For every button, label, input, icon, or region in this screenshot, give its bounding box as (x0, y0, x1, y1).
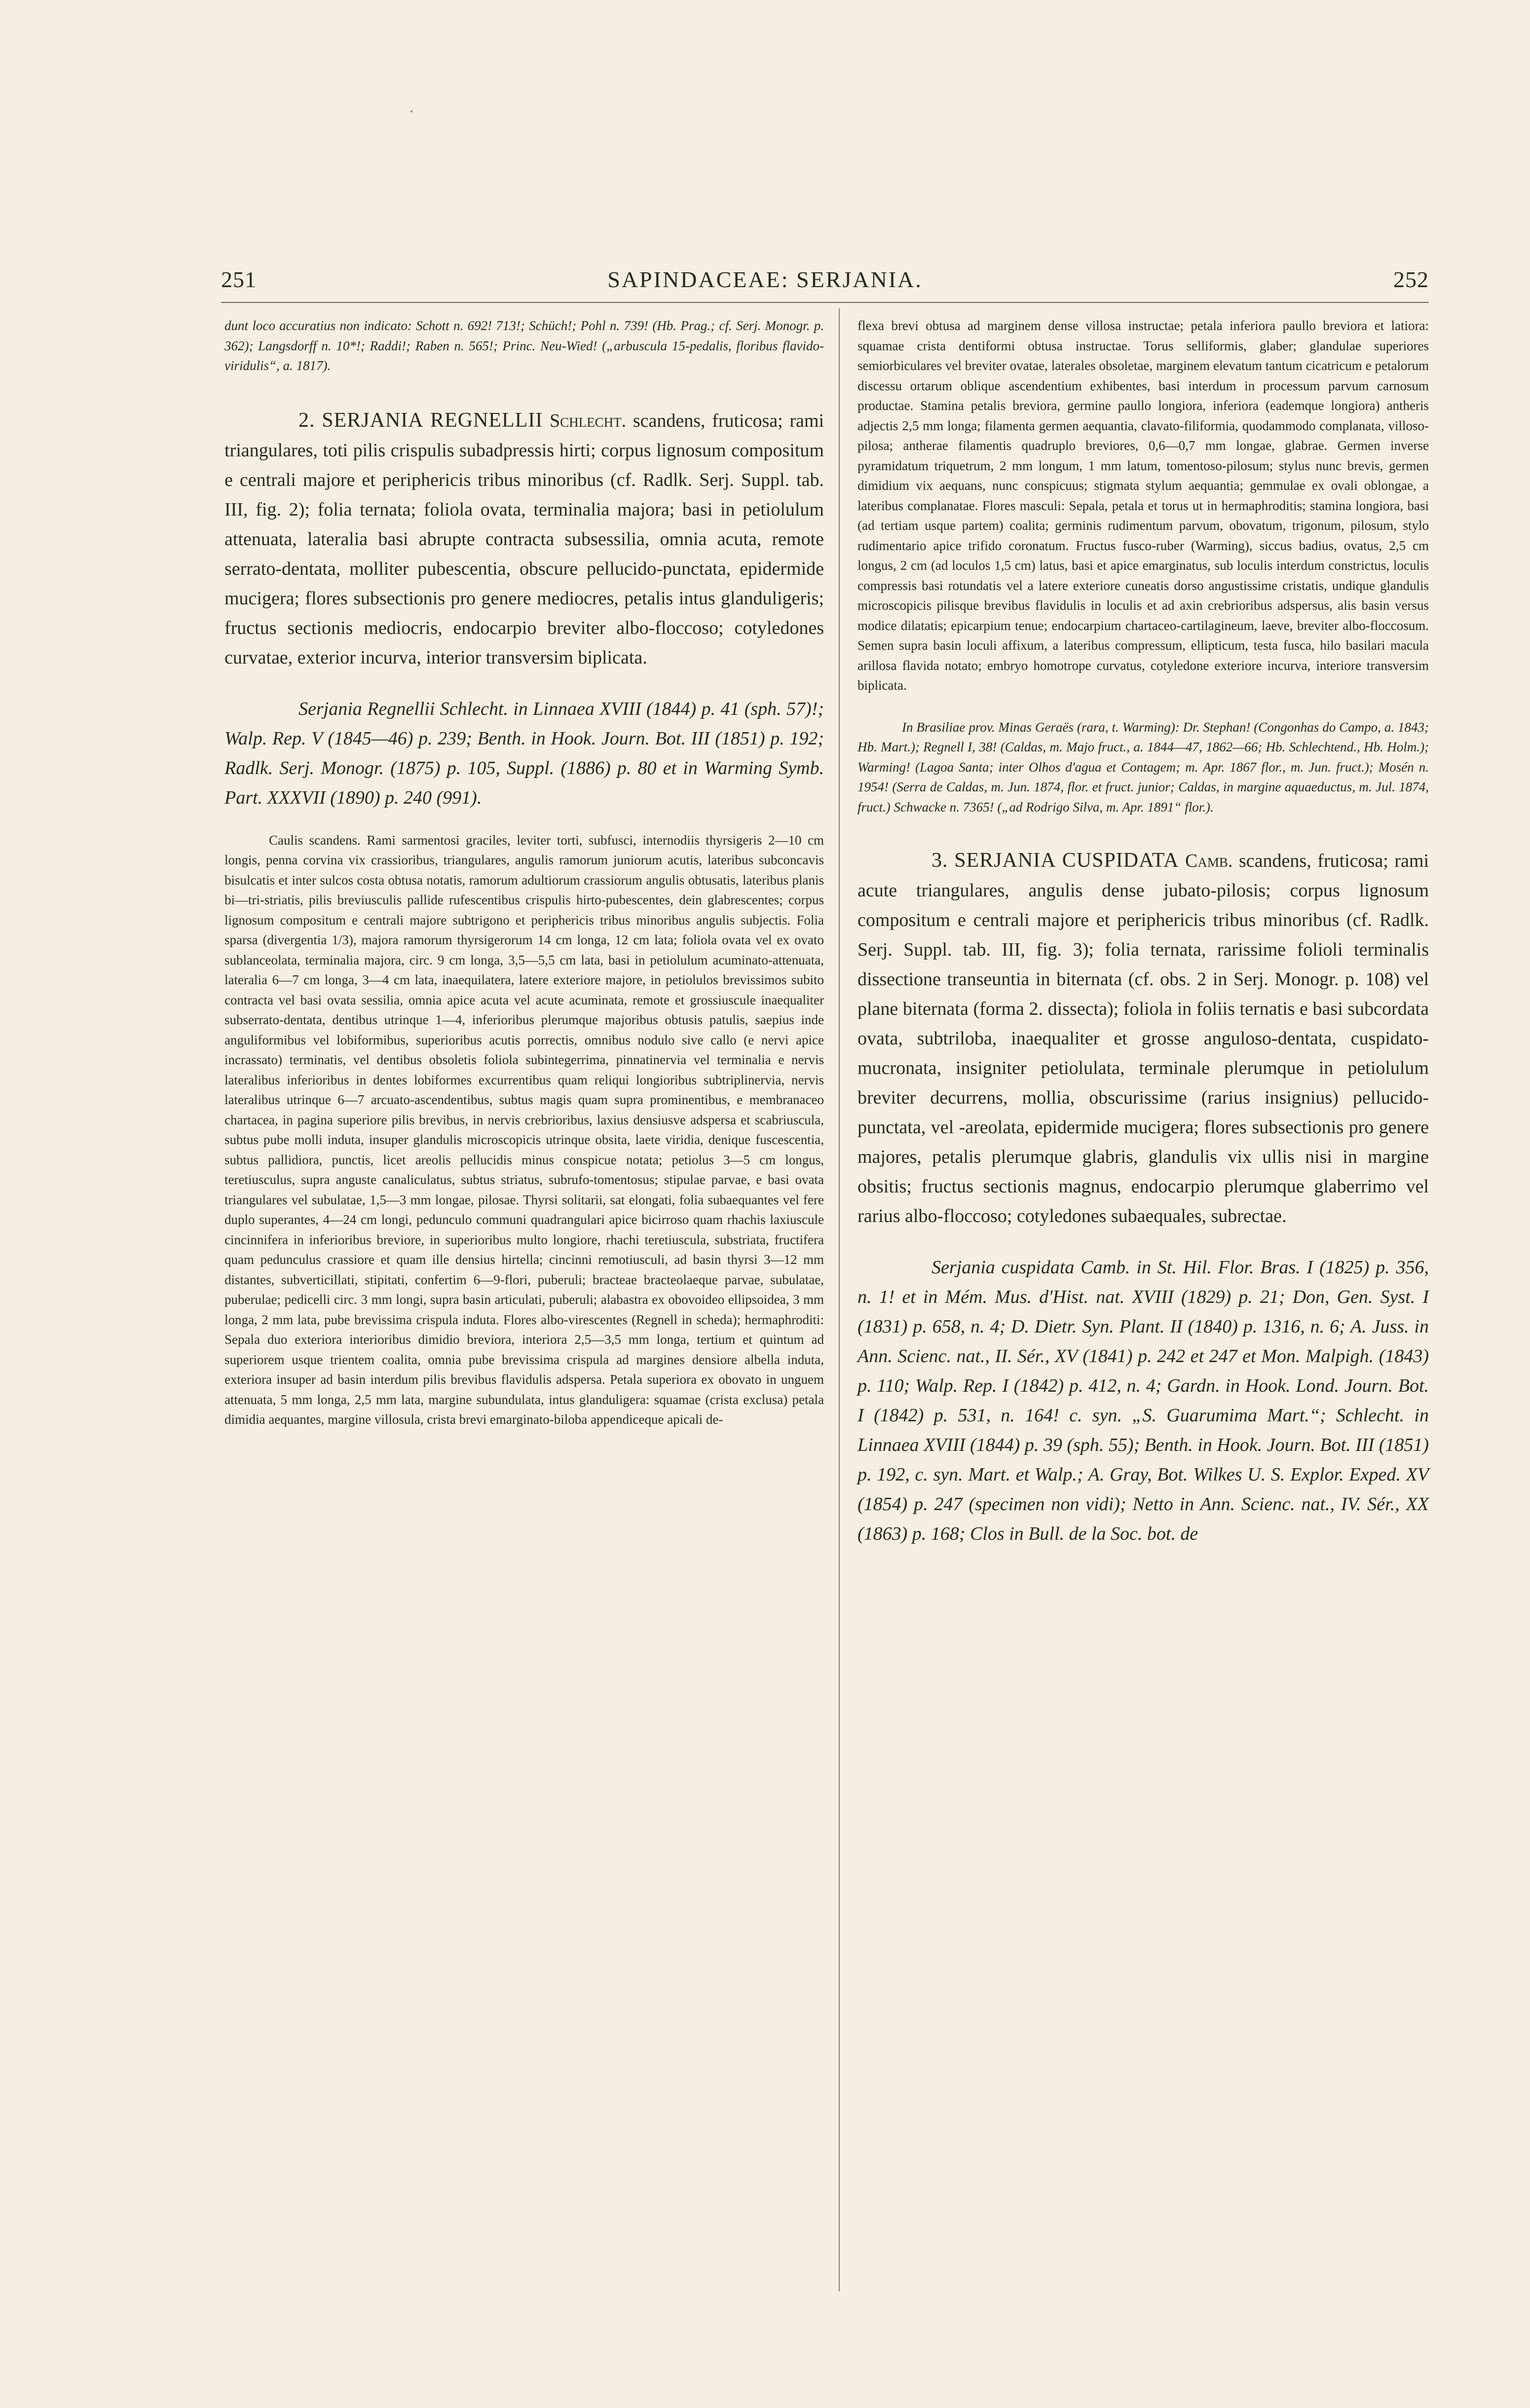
running-title: SAPINDACEAE: SERJANIA. (607, 267, 923, 292)
species-3-number: 3. (932, 849, 948, 872)
species-2-description: Caulis scandens. Rami sarmentosi graciles, leviter torti, subfusci, internodiis thyrsigeris 2—10 cm longis, penna corvina vix crassioribus, triangulares, angulis ramorum juniorum acutis, lateribus subconcavis bisulcatis et inter sulcos costa obtusa notatis, ramorum adultiorum crassiorum angulis obtusatis, lateribus planis bi—tri-striatis, pilis breviusculis pallide rufescentibus crispulis hirto-pubescentes, dein glabrescentes; corpus lignosum compositum e centrali majore subtrigono et periphericis tribus minoribus angulis subjectis. Folia sparsa (divergentia 1/3), majora ramorum thyrsigerorum 14 cm longa, 12 cm lata; foliola ovata vel ex ovato sublanceolata, terminalia majora, circ. 9 cm longa, 3,5—5,5 cm lata, basi in petiolulum acuminato-attenuata, lateralia 6—7 cm longa, 3—4 cm lata, inaequilatera, latere exteriore majore, in petiolulos brevissimos subito contracta vel basi ovata sessilia, omnia apice acuta vel acute acuminata, remote et grossiuscule inaequaliter subserrato-dentata, dentibus utrinque 1—4, inferioribus plerumque majoribus obtusis patulis, saepius inde anguliformibus vel lobiformibus, superioribus acutis porrectis, omnibus nodulo sive callo (e nervi apice incrassato) terminatis, vel dentibus obsoletis foliola subintegerrima, pinnatinervia vel terminalia e nervis lateralibus inferioribus in dentes lobiformes excurrentibus quam reliqui longioribus subtriplinervia, nervis lateralibus utrinque 6—7 arcuato-ascendentibus, subtus magis quam supra prominentibus, e membranaceo chartacea, in pagina superiore pilis brevibus, in nervis crebrioribus, laxius densiusve adspersa et scabriuscula, subtus pube molli induta, insuper glandulis microscopicis utrinque obsita, laete viridia, denique fuscescentia, subtus pallidiora, punctis, licet areolis pellucidis minus conspicue notata; petiolus 3—5 cm longus, teretiusculus, supra anguste canaliculatus, subtus striatus, subrufo-tomentosus; stipulae parvae, e basi ovata triangulares vel subulatae, 1,5—3 mm longae, pilosae. Thyrsi solitarii, sat elongati, folia subaequantes vel fere duplo superantes, 4—24 cm longi, pedunculo communi quadrangulari apice bicirroso quam rhachis laxiuscule cincinnifera in inferioribus breviore, in superioribus multo longiore, rhachi teretiuscula, substriata, fructifera quam pedunculus crassiore et quam ille densius hirtella; cincinni remotiusculi, ad basin thyrsi 3—12 mm distantes, subverticillati, stipitati, confertim 6—9-flori, puberuli; bracteae bracteolaeque parvae, subulatae, puberulae; pedicelli circ. 3 mm longi, supra basin articulati, puberuli; alabastra ex obovoideo ellipsoidea, 3 mm longa, 2 mm lata, pube brevissima crispula induta. Flores albo-virescentes (Regnell in scheda); hermaphroditi: Sepala duo exteriora interioribus dimidio breviora, interiora 2,5—3,5 mm longa, tertium et quintum ad superiorem usque trientem coalita, omnia pube brevissima crispula ad margines densiore albella induta, exteriora insuper ad basin interdum pilis brevibus flavidulis adspersa. Petala superiora ex obovato in unguem attenuata, 5 mm longa, 2,5 mm lata, margine subundulata, intus glanduligera: squamae (crista exclusa) petala dimidia aequantes, margine villosula, crista brevi emarginato-biloba appendiceque apicali de- (224, 832, 824, 1427)
species-3-author: Camb. (1185, 851, 1233, 871)
paper-speck (410, 111, 412, 112)
species-3-diagnosis: scandens, fruticosa; rami acute triangulares, angulis dense jubato-pilosis; corpus lignosum compositum e centrali majore et periphericis tribus minoribus (cf. Radlk. Serj. Suppl. tab. III, fig. 3); folia ternata, rarissime folioli terminalis dissectione transeuntia in biternata (cf. obs. 2 in Serj. Monogr. p. 108) vel plane biternata (forma 2. dissecta); foliola in foliis ternatis e basi subcordata ovata, subtriloba, inaequaliter et grosse anguloso-dentata, cuspidato-mucronata, insigniter petiolulata, terminale plerumque in petiolulum breviter decurrens, mollia, obscurissime (rarius insignius) pellucido-punctata, vel -areolata, epidermide mucigera; flores subsectionis pro genere majores, petalis plerumque glabris, glandulis vix ullis nisi in margine obsitis; fructus sectionis magnus, endocarpio plerumque glaberrimo vel rarius albo-floccoso; cotyledones subaequales, subrectae. (858, 851, 1429, 1226)
species-2-diagnosis: scandens, fruticosa; rami triangulares, toti pilis crispulis subadpressis hirti; corpus lignosum compositum e centrali majore et periphericis tribus minoribus (cf. Radlk. Serj. Suppl. tab. III, fig. 2); folia ternata; foliola ovata, terminalia majora; basi in petiolulum attenuata, lateralia basi abrupte contracta subsessilia, omnia acuta, remote serrato-dentata, molliter pubescentia, obscure pellucido-punctata, epidermide mucigera; flores subsectionis pro genere mediocres, petalis intus glanduligeris; fructus sectionis mediocris, endocarpio breviter albo-floccoso; cotyledones curvatae, exterior incurva, interior transversim biplicata. (224, 410, 824, 668)
species-2-diagnosis-block (224, 406, 824, 672)
species-2-name: SERJANIA REGNELLII (322, 408, 543, 432)
left-column (224, 316, 824, 1430)
continuation-paragraph: dunt loco accuratius non indicato: Schott n. 692! 713!; Schüch!; Pohl n. 739! (Hb. Prag.; cf. Serj. Monogr. p. 362); Langsdorff n. 10*!; Raddi!; Raben n. 565!; Princ. Neu-Wied! („arbuscula 15-pedalis, floribus flavido-viridulis“, a. 1817). (224, 318, 824, 373)
column-divider (839, 308, 840, 2292)
page-number-right: 252 (1393, 267, 1429, 292)
right-column (858, 316, 1429, 1549)
species-2-description-continued: flexa brevi obtusa ad marginem dense villosa instructae; petala inferiora paullo breviora et latiora: squamae crista dentiformi obtusa instructae. Torus selliformis, glaber; glandulae superiores semiorbiculares vel breviter ovatae, laterales obsoletae, marginem elevatum tantum cicatricum e petalorum discessu ortarum oblique ascendentium exhibentes, basi interdum in processum parvum carnosum productae. Stamina petalis breviora, germine paullo longiora, inferiora (eademque longiora) antheris adjectis 2,5 mm longa; filamenta germen aequantia, clavato-filiformia, quodammodo complanata, villoso-pilosa; antherae filamentis quadruplo breviores, 0,6—0,7 mm longae, glabrae. Germen inverse pyramidatum triquetrum, 2 mm longum, 1 mm latum, tomentoso-pilosum; stylus nunc brevis, germen dimidium vix aequans, nunc conspicuus; stigmata stylum aequantia; gemmulae ex ovali oblongae, a lateribus complanatae. Flores masculi: Sepala, petala et torus ut in hermaphroditis; stamina longiora, basi (ad tertiam usque partem) coalita; germinis rudimentum parvum, obovatum, trigonum, pilosum, stylo rudimentario apice trifido coronatum. Fructus fusco-ruber (Warming), siccus badius, ovatus, 2,5 cm longus, 2 cm (ad loculos 1,5 cm) latus, basi et apice emarginatus, sub loculis interdum constrictus, loculis compressis basi rotundatis vel a latere exteriore cuneatis dorso angustissime cristatis, undique glandulis microscopicis pilisque brevibus flavidulis in loculis et ad axin crebrioribus adspersus, alis basin versus modice dilatatis; epicarpium tenue; endocarpium chartaceo-cartilagineum, laeve, breviter albo-floccosum. Semen supra basin loculi affixum, a lateribus compressum, ellipticum, testa fusca, hilo basilari macula arillosa flavida notato; embryo homotrope curvatus, cotyledone exteriore incurva, interiore transversim biplicata. (858, 318, 1429, 693)
page-number-left: 251 (221, 267, 257, 292)
species-2-distribution: In Brasiliae prov. Minas Geraës (rara, t. Warming): Dr. Stephan! (Congonhas do Campo, a. 1843; Hb. Mart.); Regnell I, 38! (Caldas, m. Majo fruct., a. 1844—47, 1862—66; Hb. Schlechtend., Hb. Holm.); Warming! (Lagoa Santa; inter Olhos d'agua et Contagem; m. Apr. 1867 flor., m. Jun. fruct.); Mosén n. 1954! (Serra de Caldas, m. Jun. 1874, flor. et fruct. junior; Caldas, in margine aquaeductus, m. Jul. 1874, fruct.) Schwacke n. 7365! („ad Rodrigo Silva, m. Apr. 1891“ flor.). (858, 719, 1429, 815)
species-2-author: Schlecht. (549, 410, 627, 431)
species-2-number: 2. (299, 408, 315, 432)
species-3-diagnosis-block (858, 846, 1429, 1231)
species-2-citation: Serjania Regnellii Schlecht. in Linnaea XVIII (1844) p. 41 (sph. 57)!; Walp. Rep. V (1845—46) p. 239; Benth. in Hook. Journ. Bot. III (1851) p. 192; Radlk. Serj. Monogr. (1875) p. 105, Suppl. (1886) p. 80 et in Warming Symb. Part. XXXVII (1890) p. 240 (991). (224, 698, 824, 808)
species-3-name: SERJANIA CUSPIDATA (954, 849, 1179, 872)
header-rule (221, 302, 1429, 303)
species-3-citation: Serjania cuspidata Camb. in St. Hil. Flor. Bras. I (1825) p. 356, n. 1! et in Mém. Mus. d'Hist. nat. XVIII (1829) p. 21; Don, Gen. Syst. I (1831) p. 658, n. 4; D. Dietr. Syn. Plant. II (1840) p. 1316, n. 6; A. Juss. in Ann. Scienc. nat., II. Sér., XV (1841) p. 242 et 247 et Mon. Malpigh. (1843) p. 110; Walp. Rep. I (1842) p. 412, n. 4; Gardn. in Hook. Lond. Journ. Bot. I (1842) p. 531, n. 164! c. syn. „S. Guarumima Mart.“; Schlecht. in Linnaea XVIII (1844) p. 39 (sph. 55); Benth. in Hook. Journ. Bot. III (1851) p. 192, c. syn. Mart. et Walp.; A. Gray, Bot. Wilkes U. S. Explor. Exped. XV (1854) p. 247 (specimen non vidi); Netto in Ann. Scienc. nat., IV. Sér., XX (1863) p. 168; Clos in Bull. de la Soc. bot. de (858, 1257, 1429, 1544)
